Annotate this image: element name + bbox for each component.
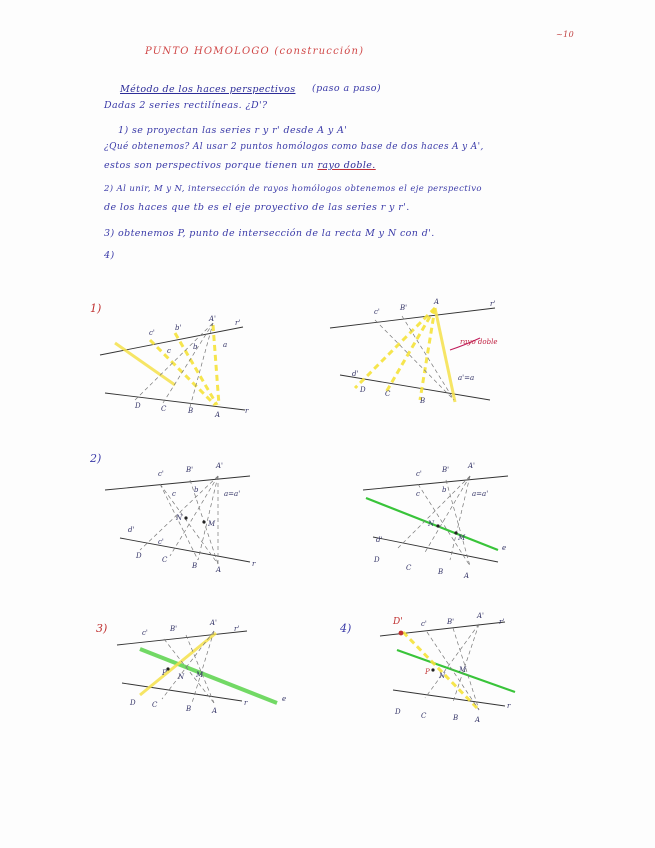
fig2-pt-M: M — [208, 520, 216, 528]
fig1b-double-ray — [435, 308, 455, 402]
fig3-pt-D: D — [130, 699, 136, 707]
fig4-pt-P: P — [425, 668, 430, 676]
fig2b-pt-a-eq: a=a' — [472, 490, 489, 498]
fig4-pt-r-prime: r' — [499, 618, 505, 626]
figure-3-diagram — [112, 615, 297, 725]
fig2-point-N — [184, 516, 187, 519]
fig1-pt-D: D — [135, 402, 141, 410]
step1-line3 — [104, 160, 376, 171]
fig1-pt-B: B — [188, 407, 194, 415]
fig2b-pt-C: C — [406, 564, 412, 572]
fig2-pt-d-prime: d' — [128, 526, 135, 534]
fig1b-pt-a-eq: a'=a — [458, 374, 475, 382]
fig4-highlight-ray — [403, 632, 479, 710]
fig1-line-r-prime — [100, 327, 243, 355]
fig2-point-M — [202, 520, 205, 523]
fig4-pt-B: B — [453, 714, 459, 722]
fig2-pt-B: B — [192, 562, 198, 570]
fig3-pt-B-prime: B' — [170, 625, 178, 633]
fig4-pt-D: D — [395, 708, 401, 716]
fig1b-pt-C: C — [385, 390, 391, 398]
fig1-pt-b: b — [193, 343, 198, 351]
fig3-point-P — [166, 667, 169, 670]
fig2b-pt-N: N — [428, 520, 435, 528]
fig1b-pt-c-prime: c' — [374, 308, 380, 316]
method-suffix: (paso a paso) — [312, 83, 381, 94]
corner-mark: ~10 — [556, 30, 575, 39]
fig2b-ray-2 — [446, 480, 470, 566]
fig4-pt-D-prime: D' — [393, 617, 403, 627]
fig3-pt-A-prime: A' — [210, 619, 217, 627]
fig2b-pt-c-prime: c' — [416, 470, 422, 478]
fig2-pt-c-prime: c' — [158, 470, 164, 478]
fig2-line-r-prime — [105, 476, 250, 490]
fig1-ray-5 — [163, 323, 213, 403]
fig2-pt-N: N — [176, 514, 183, 522]
fig1-ray-4 — [135, 323, 213, 400]
fig2-ray-3 — [140, 476, 218, 550]
fig1b-pt-r-prime: r' — [490, 300, 496, 308]
fig1-highlight — [115, 343, 175, 385]
fig2-pt-c: c — [172, 490, 176, 498]
fig2b-pt-d-prime: d' — [376, 536, 383, 544]
fig1b-pt-B-prime: B' — [400, 304, 408, 312]
fig2-pt-C: C — [162, 556, 168, 564]
fig3-pt-c-prime: c' — [142, 629, 148, 637]
fig4-pt-r: r — [507, 702, 511, 710]
fig2b-ray-5 — [450, 476, 470, 560]
page-title: PUNTO HOMOLOGO (construcción) — [145, 46, 365, 57]
fig4-pt-N: N — [439, 672, 446, 680]
fig1-line-r — [105, 393, 245, 410]
fig1b-line-r-prime — [330, 308, 495, 328]
fig1-pt-r-prime: r' — [235, 319, 241, 327]
fig1-pt-c: c — [167, 347, 171, 355]
fig1-pt-b-prime: b' — [175, 324, 182, 332]
fig2b-pt-c: c — [416, 490, 420, 498]
fig1b-annotation: rayo doble — [460, 338, 498, 346]
fig1b-pt-d-prime: d' — [352, 370, 359, 378]
step1-line3-underlined: rayo doble. — [317, 160, 376, 171]
step2-line1: 2) Al unir, M y N, intersección de rayos homólogos obtenemos el eje perspectivo — [104, 184, 482, 194]
fig2b-pt-A-prime: A' — [468, 462, 475, 470]
figure-1-diagram — [95, 305, 255, 420]
fig2b-axis-label: e — [502, 544, 507, 552]
fig4-pt-C: C — [421, 712, 427, 720]
fig1-label: 1) — [90, 302, 102, 315]
fig1b-pt-D: D — [360, 386, 366, 394]
fig2b-ray-1 — [418, 484, 470, 566]
fig2-pt-r: r — [252, 560, 256, 568]
figure-1b-diagram — [330, 300, 530, 410]
fig2-label: 2) — [90, 452, 102, 465]
fig2-pt-A: A — [216, 566, 222, 574]
fig2b-pt-D: D — [374, 556, 380, 564]
fig2b-pt-B: B — [438, 568, 444, 576]
step1-line2: ¿Qué obtenemos? Al usar 2 puntos homólogos como base de dos haces A y A', — [104, 142, 484, 152]
fig2b-pt-b: b — [442, 486, 447, 494]
fig2-pt-c-prime-low: c' — [158, 538, 164, 546]
fig2b-line-r — [373, 537, 498, 562]
fig4-pt-A: A — [475, 716, 481, 724]
method-heading: Método de los haces perspectivos — [120, 84, 296, 95]
step4-line1: 4) — [104, 250, 115, 261]
fig3-axis-e — [140, 649, 277, 703]
fig1-pt-a: a — [223, 341, 228, 349]
fig2b-pt-B-prime: B' — [442, 466, 450, 474]
fig1b-pt-B: B — [420, 397, 426, 405]
fig3-pt-C: C — [152, 701, 158, 709]
figure-4-diagram — [375, 612, 530, 727]
fig2-pt-A-prime: A' — [216, 462, 223, 470]
fig4-line-r — [393, 690, 505, 706]
fig1-pt-r: r — [245, 407, 249, 415]
fig3-pt-A: A — [212, 707, 218, 715]
fig4-point-P — [431, 668, 434, 671]
step2-line2: de los haces que tb es el eje proyectivo de las series r y r'. — [104, 202, 410, 213]
fig1-pt-c-prime: c' — [149, 329, 155, 337]
fig3-line-r — [122, 683, 242, 701]
fig3-pt-M: M — [196, 671, 204, 679]
step3-line1: 3) obtenemos P, punto de intersección de la recta M y N con d'. — [104, 228, 435, 239]
fig4-label: 4) — [340, 622, 352, 635]
fig3-pt-r-prime: r' — [234, 625, 240, 633]
fig3-pt-r: r — [244, 699, 248, 707]
fig3-highlight — [140, 633, 216, 695]
fig1-pt-A-prime: A' — [209, 315, 216, 323]
fig1-pt-C: C — [161, 405, 167, 413]
figure-2b-diagram — [358, 462, 518, 580]
fig2-pt-D: D — [136, 552, 142, 560]
fig4-pt-B-prime: B' — [447, 618, 455, 626]
fig2-pt-b: b — [194, 486, 199, 494]
fig4-pt-M: M — [459, 666, 467, 674]
fig3-axis-label: e — [282, 695, 287, 703]
fig2b-point-N — [436, 524, 439, 527]
fig1-ray-3 — [213, 325, 219, 405]
fig1-pt-A: A — [215, 411, 221, 419]
fig3-line-r-prime — [117, 631, 247, 645]
fig3-pt-N: N — [178, 673, 185, 681]
figure-2-diagram — [100, 462, 265, 580]
fig4-pt-A-prime: A' — [477, 612, 484, 620]
fig3-pt-P: P — [162, 669, 167, 677]
fig2b-pt-A: A — [464, 572, 470, 580]
step1-line3-pre: estos son perspectivos porque tienen un — [104, 160, 315, 171]
fig4-point-D-prime — [399, 631, 404, 636]
fig2-pt-a-eq: a=a' — [224, 490, 241, 498]
fig2-ray-5 — [198, 476, 218, 560]
fig4-pt-c-prime: c' — [421, 620, 427, 628]
fig3-label: 3) — [96, 622, 108, 635]
fig2b-line-r-prime — [363, 476, 508, 490]
fig3-pt-B: B — [186, 705, 192, 713]
fig2-pt-B-prime: B' — [186, 466, 194, 474]
fig2b-pt-M: M — [458, 534, 466, 542]
intro-question: Dadas 2 series rectilíneas. ¿D'? — [104, 100, 268, 111]
fig1b-pt-A: A — [434, 298, 440, 306]
step1-line1: 1) se proyectan las series r y r' desde A y A' — [118, 125, 348, 136]
